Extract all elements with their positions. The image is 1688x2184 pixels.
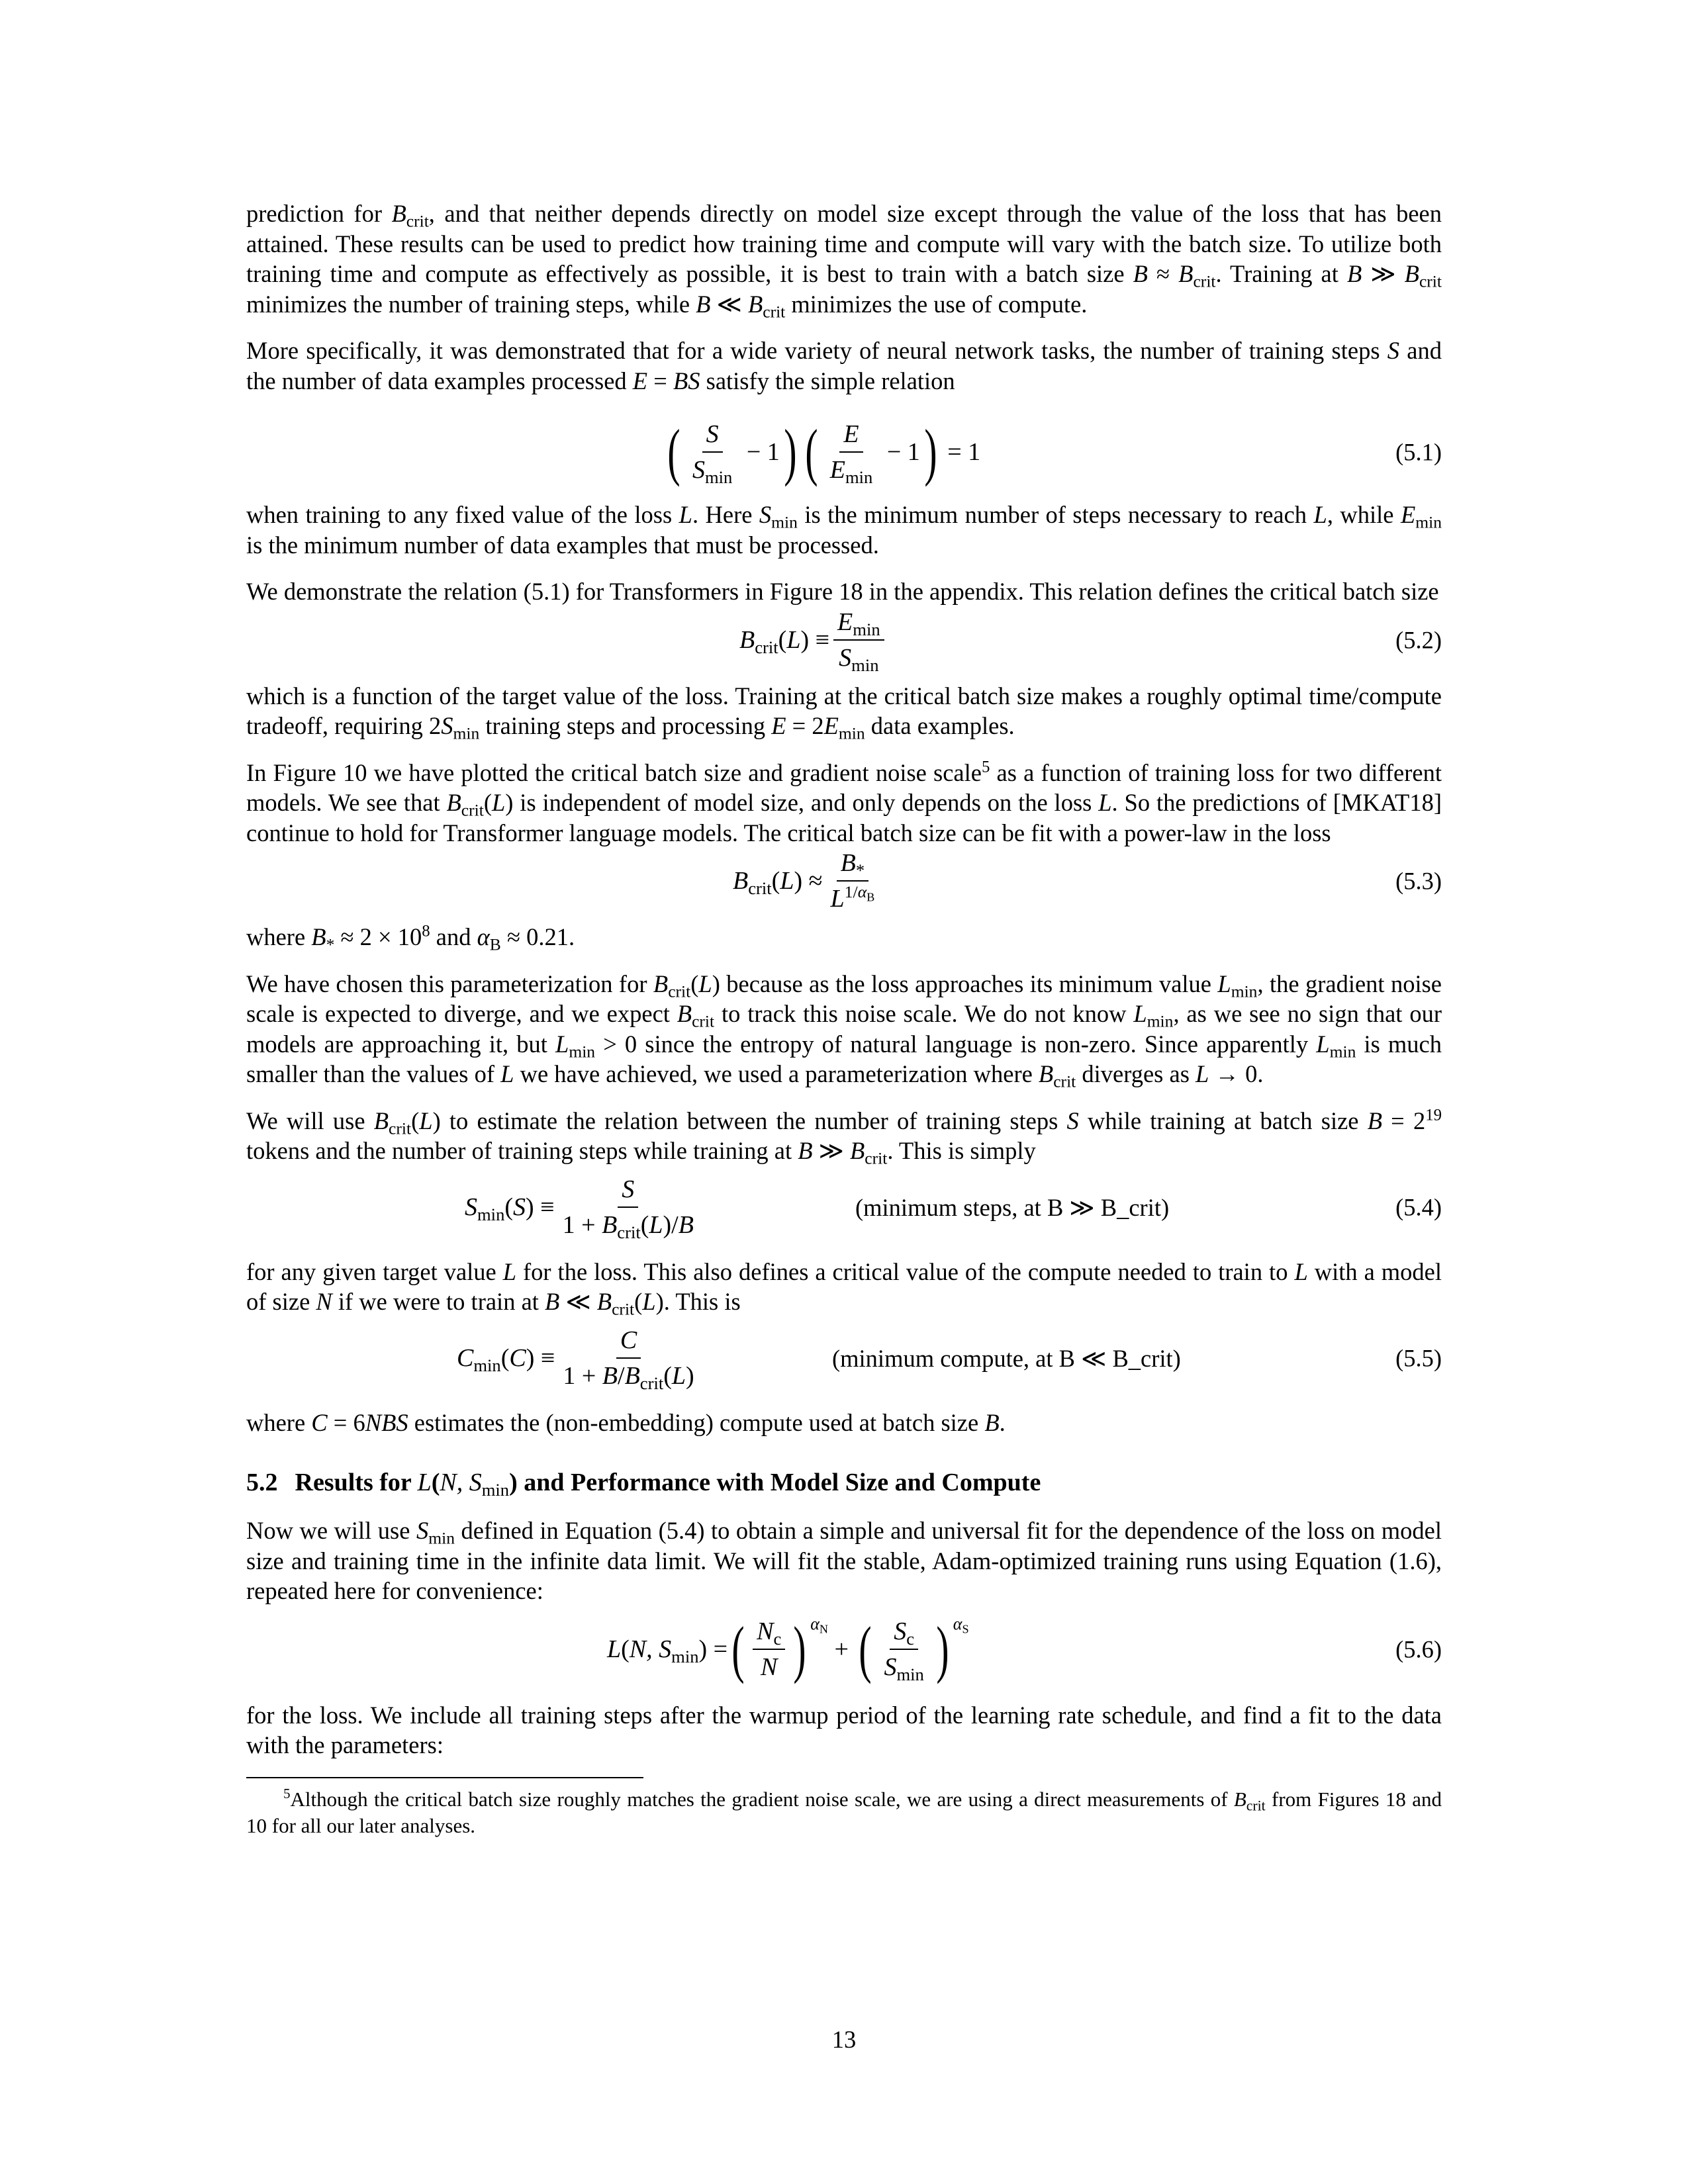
paragraph-12: Now we will use $S_{min}$ defined in Equation (5.4) to obtain a simple and universal fit for the dependence of the loss on model size and training time in the infinite data limit. We will fit the stable, Adam-optimized training runs using Equation (1.6), repeated here for convenience: — [246, 1517, 1442, 1604]
paragraph-1: prediction for $B_{crit}$, and that neither depends directly on model size except through the value of the loss that has been attained. These results can be used to predict how training time and compute will vary with the batch size. To utilize both training time and compute as effectively as possible, it is best to train with a batch size $B \approx B_{crit}$. Training at B ≫ $B_{crit}$ minimizes the number of training steps, while B ≪ $B_{crit}$ minimizes the use of compute. — [246, 200, 1442, 322]
paragraph-6: In Figure 10 we have plotted the critical batch size and gradient noise scale$^5$ as a function of training loss for two different models. We see that $B_{crit}(L)$ is independent of model size, and only depends on the loss L. So the predictions of [MKAT18] continue to hold for Transformer language models. The critical batch size can be fit with a power-law in the loss — [246, 757, 1442, 846]
equation-5-1: ( $\frac{S}{S_{min}}$ − 1 ) ( $\frac{E}{E_{min}}$ − 1 ) = 1 (5.1) — [667, 416, 1442, 487]
paragraph-5: which is a function of the target value of the loss. Training at the critical batch size makes a roughly optimal time/compute tradeoff, requiring $2S_{min}$ training steps and processing $E = 2E_{min}$ data examples. — [246, 682, 1442, 743]
footnote: $^5$Although the critical batch size roughly matches the gradient noise scale, we are using a direct measurements of $B_{crit}$ from Figures 18 and 10 for all our later analyses. — [246, 1785, 1442, 1837]
paragraph-10: for any given target value L for the loss. This also defines a critical value of the compute needed to train to L with a model of size N if we were to train at B ≪ $B_{crit}(L)$. This is — [246, 1257, 1442, 1319]
paragraph-8: We have chosen this parameterization for $B_{crit}(L)$ because as the loss approaches its minimum value $L_{min}$, the gradient noise scale is expected to diverge, and we expect $B_{crit}$ to track this noise scale. We do not know $L_{min}$, as we see no sign that our models are approaching it, but $L_{min} > 0$ since the entropy of natural language is non-zero. Since apparently $L_{min}$ is much smaller than the values of L we have achieved, we used a parameterization where $B_{crit}$ diverges as L → 0. — [246, 970, 1442, 1091]
paper-page — [246, 199, 1442, 1839]
section-heading: 5.2 Results for L(N, $S_{min}$) and Performance with Model Size and Compute — [246, 1469, 1041, 1500]
paragraph-11: where C = 6NBS estimates the (non-embedding) compute used at batch size B. — [246, 1408, 1006, 1436]
equation-5-5: $C_{min}(C)$ ≡ $\frac{C}{1 + B/B_{crit}(L)}$ (minimum compute, at B ≪ B_crit) (5.5) — [457, 1326, 1442, 1393]
page-number: 13 — [831, 2026, 857, 2053]
equation-number: (5.6) — [1395, 1635, 1442, 1662]
equation-number: (5.5) — [1395, 1344, 1442, 1372]
equation-note: (minimum compute, at B ≪ B_crit) — [832, 1344, 1181, 1372]
equation-number: (5.2) — [1395, 626, 1442, 653]
equation-note: (minimum steps, at B ≫ B_crit) — [855, 1193, 1170, 1221]
equation-number: (5.1) — [1395, 438, 1442, 466]
paragraph-2: More specifically, it was demonstrated that for a wide variety of neural network tasks, the number of training steps S and the number of data examples processed E = BS satisfy the simple relation — [246, 337, 1442, 394]
paragraph-7: where $B_* \approx 2 \times 10^8$ and $\alpha_B \approx 0.21$. — [246, 922, 575, 954]
equation-5-3: $B_{crit}(L)$ ≈ $\frac{B_*}{L^{1/\alpha_B}}$ (5.3) — [733, 849, 1442, 913]
equation-5-6: L(N, $S_{min}$) = ( $\frac{N_c}{N}$ ) $\alpha_N$ + ( $\frac{S_c}{S_{min}}$ ) $\alpha_S$ (5.6) — [607, 1613, 1442, 1684]
equation-number: (5.4) — [1395, 1193, 1442, 1221]
paragraph-4: We demonstrate the relation (5.1) for Transformers in Figure 18 in the appendix. This relation defines the critical batch size — [246, 578, 1439, 605]
equation-5-4: $S_{min}(S)$ ≡ $\frac{S}{1 + B_{crit}(L)/B}$ (minimum steps, at B ≫ B_crit) (5.4) — [465, 1175, 1442, 1242]
paragraph-13: for the loss. We include all training steps after the warmup period of the learning rate schedule, and find a fit to the data with the parameters: — [246, 1701, 1442, 1758]
paragraph-9: We will use $B_{crit}(L)$ to estimate the relation between the number of training steps S while training at batch size $B = 2^{19}$ tokens and the number of training steps while training at B ≫ $B_{crit}$. This is simply — [246, 1105, 1442, 1168]
equation-5-2: $B_{crit}(L)$ ≡ $\frac{E_{min}}{S_{min}}$ (5.2) — [739, 608, 1442, 675]
equation-number: (5.3) — [1395, 867, 1442, 895]
footnote-rule — [246, 1777, 643, 1778]
paragraph-3: when training to any fixed value of the loss L. Here $S_{min}$ is the minimum number of steps necessary to reach L, while $E_{min}$ is the minimum number of data examples that must be processed. — [246, 501, 1442, 559]
